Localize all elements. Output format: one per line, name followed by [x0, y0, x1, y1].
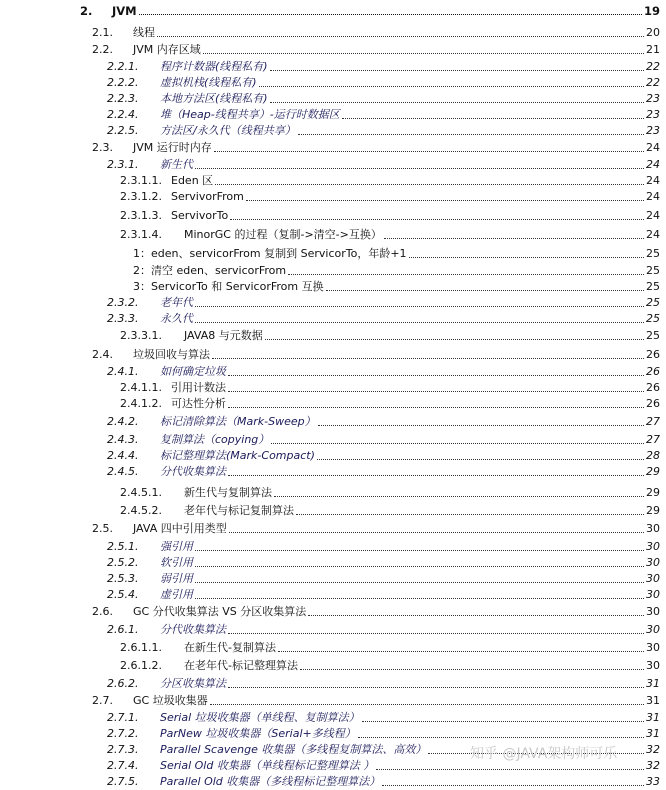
toc-entry[interactable]: [0, 295, 660, 311]
watermark: 知乎 @JAVA架构师可乐: [470, 746, 618, 762]
toc-entry-page-number: 23: [646, 124, 660, 137]
toc-entry-page-number: 33: [646, 775, 660, 788]
toc-entry[interactable]: [0, 42, 660, 58]
toc-entry-number: 2.4.5.2.: [120, 504, 162, 517]
toc-entry[interactable]: [0, 503, 660, 519]
toc-entry-number: 2.1.: [92, 26, 113, 39]
toc-entry[interactable]: [0, 227, 660, 243]
toc-entry-page-number: 26: [646, 365, 660, 378]
toc-entry-number: 2.4.5.1.: [120, 486, 162, 499]
dot-leader: [215, 184, 644, 185]
toc-entry-number: 2.4.2.: [107, 415, 139, 428]
dot-leader: [195, 322, 644, 323]
toc-entry-title: 新生代与复制算法: [184, 486, 272, 499]
toc-entry-title: 虚引用: [160, 588, 193, 601]
toc-entry-page-number: 29: [646, 465, 660, 478]
dot-leader: [318, 425, 644, 426]
toc-entry-number: 2.5.2.: [107, 556, 139, 569]
toc-entry[interactable]: [0, 774, 660, 790]
toc-entry-page-number: 29: [646, 504, 660, 517]
toc-entry-page-number: 24: [646, 141, 660, 154]
toc-entry-title: 新生代: [160, 158, 193, 171]
dot-leader: [265, 339, 644, 340]
dot-leader: [382, 785, 644, 786]
toc-entry[interactable]: [0, 364, 660, 380]
toc-entry-page-number: 25: [646, 329, 660, 342]
dot-leader: [195, 168, 644, 169]
toc-entry[interactable]: [0, 25, 660, 41]
toc-entry-number: 2.2.3.: [107, 92, 139, 105]
dot-leader: [210, 704, 644, 705]
dot-leader: [228, 633, 644, 634]
toc-entry-page-number: 30: [646, 605, 660, 618]
toc-entry-number: 2.6.1.1.: [120, 641, 162, 654]
toc-entry-number: 2.5.: [92, 522, 113, 535]
toc-entry[interactable]: [0, 107, 660, 123]
toc-entry[interactable]: [0, 622, 660, 638]
toc-entry-page-number: 30: [646, 641, 660, 654]
toc-entry-number: 2.3.: [92, 141, 113, 154]
toc-entry-number: 2.2.2.: [107, 76, 139, 89]
toc-entry[interactable]: [0, 448, 660, 464]
toc-entry-number: 2.5.3.: [107, 572, 139, 585]
toc-entry[interactable]: [0, 640, 660, 656]
toc-entry-title: Serial Old 收集器（单线程标记整理算法 ）: [160, 759, 375, 772]
toc-entry-page-number: 22: [646, 60, 660, 73]
toc-entry-page-number: 24: [646, 190, 660, 203]
dot-leader: [308, 615, 644, 616]
toc-entry-page-number: 24: [646, 228, 660, 241]
toc-entry-number: 2.4.: [92, 348, 113, 361]
toc-entry[interactable]: [0, 263, 660, 279]
toc-entry-title: ParNew 垃圾收集器（Serial+多线程）: [160, 727, 356, 740]
toc-entry-page-number: 31: [646, 677, 660, 690]
dot-leader: [203, 53, 644, 54]
toc-entry-number: 2.5.4.: [107, 588, 139, 601]
toc-entry-title: JVM 内存区域: [133, 43, 201, 56]
toc-entry-number: 2.4.3.: [107, 433, 139, 446]
dot-leader: [214, 151, 644, 152]
dot-leader: [195, 582, 644, 583]
toc-entry-title: 3：ServicorTo 和 ServicorFrom 互换: [133, 280, 324, 293]
dot-leader: [270, 70, 644, 71]
toc-entry-page-number: 26: [646, 397, 660, 410]
toc-entry[interactable]: [0, 555, 660, 571]
toc-entry[interactable]: [0, 208, 660, 224]
toc-entry-number: 2.7.2.: [107, 727, 139, 740]
toc-entry[interactable]: [0, 571, 660, 587]
toc-entry-page-number: 29: [646, 486, 660, 499]
toc-entry-page-number: 19: [643, 4, 660, 18]
dot-leader: [362, 721, 644, 722]
toc-entry-title: 在老年代-标记整理算法: [184, 659, 298, 672]
toc-entry-title: 程序计数器(线程私有): [160, 60, 268, 73]
toc-entry-number: 2.4.5.: [107, 465, 139, 478]
toc-entry-number: 2.3.1.: [107, 158, 139, 171]
toc-entry-title: JAVA 四中引用类型: [133, 522, 227, 535]
toc-entry[interactable]: [0, 485, 660, 501]
toc-entry-page-number: 30: [646, 572, 660, 585]
dot-leader: [326, 290, 644, 291]
toc-entry-title: 方法区/永久代（线程共享）: [160, 124, 296, 137]
toc-entry-number: 2.3.3.: [107, 312, 139, 325]
toc-entry-page-number: 30: [646, 522, 660, 535]
dot-leader: [274, 496, 644, 497]
toc-entry-number: 2.7.3.: [107, 743, 139, 756]
toc-entry[interactable]: [0, 380, 660, 396]
toc-entry-page-number: 27: [646, 433, 660, 446]
toc-entry[interactable]: [0, 140, 660, 156]
toc-entry[interactable]: [0, 157, 660, 173]
dot-leader: [228, 687, 644, 688]
toc-entry[interactable]: [0, 726, 660, 742]
toc-entry-title: 可达性分析: [171, 397, 226, 410]
toc-entry[interactable]: [0, 658, 660, 674]
toc-entry-page-number: 20: [646, 26, 660, 39]
toc-entry[interactable]: [0, 123, 660, 139]
toc-entry-page-number: 24: [646, 158, 660, 171]
toc-entry[interactable]: [0, 279, 660, 295]
toc-entry-page-number: 23: [646, 108, 660, 121]
toc-entry-title: 在新生代-复制算法: [184, 641, 276, 654]
dot-leader: [384, 238, 644, 239]
toc-entry-title: Serial 垃圾收集器（单线程、复制算法）: [160, 711, 360, 724]
toc-entry-title: 分代收集算法: [160, 623, 226, 636]
dot-leader: [409, 257, 644, 258]
dot-leader: [300, 669, 644, 670]
toc-entry-page-number: 25: [646, 296, 660, 309]
toc-entry-title: 永久代: [160, 312, 193, 325]
toc-entry-page-number: 28: [646, 449, 660, 462]
toc-entry-number: 2.2.4.: [107, 108, 139, 121]
toc-entry-number: 2.6.2.: [107, 677, 139, 690]
toc-entry-page-number: 25: [646, 264, 660, 277]
toc-entry-title: ServivorFrom: [171, 190, 244, 203]
toc-entry-number: 2.3.1.3.: [120, 209, 162, 222]
toc-entry-title: Eden 区: [171, 174, 214, 187]
toc-entry[interactable]: [0, 328, 660, 344]
toc-entry-title: 分代收集算法: [160, 465, 226, 478]
toc-entry[interactable]: [0, 604, 660, 620]
dot-leader: [246, 200, 644, 201]
toc-entry-title: 1：eden、servicorFrom 复制到 ServicorTo，年龄+1: [133, 247, 407, 260]
dot-leader: [228, 475, 644, 476]
toc-entry-page-number: 32: [646, 759, 660, 772]
dot-leader: [228, 375, 644, 376]
dot-leader: [230, 219, 644, 220]
toc-entry-title: GC 分代收集算法 VS 分区收集算法: [133, 605, 307, 618]
toc-entry[interactable]: [0, 59, 660, 75]
toc-entry[interactable]: [0, 587, 660, 603]
dot-leader: [195, 306, 644, 307]
toc-entry-page-number: 26: [646, 348, 660, 361]
toc-entry[interactable]: [0, 693, 660, 709]
dot-leader: [278, 651, 644, 652]
toc-entry-title: 垃圾回收与算法: [133, 348, 210, 361]
toc-entry-page-number: 25: [646, 247, 660, 260]
toc-entry-title: 如何确定垃圾: [160, 365, 226, 378]
toc-entry-page-number: 26: [646, 381, 660, 394]
toc-entry-page-number: 27: [646, 415, 660, 428]
toc-entry-page-number: 24: [646, 174, 660, 187]
dot-leader: [342, 118, 644, 119]
toc-entry-number: 2.4.1.1.: [120, 381, 162, 394]
toc-entry-number: 2.4.1.2.: [120, 397, 162, 410]
toc-entry-page-number: 25: [646, 312, 660, 325]
toc-entry-number: 2.7.4.: [107, 759, 139, 772]
dot-leader: [229, 532, 644, 533]
toc-entry-number: 2.6.: [92, 605, 113, 618]
toc-entry-number: 2.2.1.: [107, 60, 139, 73]
toc-entry-title: 堆（Heap-线程共享）-运行时数据区: [160, 108, 340, 121]
toc-entry-number: 2.3.1.1.: [120, 174, 162, 187]
toc-entry-page-number: 22: [646, 76, 660, 89]
toc-entry-number: 2.7.: [92, 694, 113, 707]
toc-entry-title: 标记整理算法(Mark-Compact): [160, 449, 315, 462]
dot-leader: [288, 274, 644, 275]
toc-entry-title: 分区收集算法: [160, 677, 226, 690]
toc-entry-number: 2.4.1.: [107, 365, 139, 378]
toc-entry[interactable]: [0, 414, 660, 430]
dot-leader: [212, 358, 644, 359]
dot-leader: [195, 550, 644, 551]
toc-entry[interactable]: [0, 464, 660, 480]
toc-entry-page-number: 25: [646, 280, 660, 293]
toc-entry[interactable]: [0, 246, 660, 262]
toc-entry-page-number: 30: [646, 588, 660, 601]
toc-entry[interactable]: [0, 75, 660, 91]
dot-leader: [298, 134, 644, 135]
toc-entry-title: 老年代与标记复制算法: [184, 504, 294, 517]
toc-entry-page-number: 23: [646, 92, 660, 105]
toc-entry-page-number: 31: [646, 711, 660, 724]
toc-entry-page-number: 31: [646, 694, 660, 707]
toc-entry-title: 本地方法区(线程私有): [160, 92, 268, 105]
toc-entry-number: 2.2.5.: [107, 124, 139, 137]
toc-entry-number: 2.7.5.: [107, 775, 139, 788]
toc-entry-title: GC 垃圾收集器: [133, 694, 208, 707]
dot-leader: [376, 769, 644, 770]
toc-entry-number: 2.3.3.1.: [120, 329, 162, 342]
toc-entry-title: JVM: [112, 4, 137, 18]
toc-entry[interactable]: [0, 676, 660, 692]
toc-entry-title: 线程: [133, 26, 155, 39]
toc-entry-number: 2.3.1.2.: [120, 190, 162, 203]
toc-entry-title: 复制算法（copying）: [160, 433, 270, 446]
dot-leader: [259, 86, 644, 87]
toc-entry-number: 2.: [80, 4, 93, 18]
dot-leader: [270, 102, 644, 103]
toc-entry-number: 2.3.1.4.: [120, 228, 162, 241]
toc-entry-page-number: 24: [646, 209, 660, 222]
toc-entry[interactable]: [0, 91, 660, 107]
toc-entry[interactable]: [0, 710, 660, 726]
toc-entry-number: 2.2.: [92, 43, 113, 56]
toc-entry-title: MinorGC 的过程（复制->清空->互换）: [184, 228, 382, 241]
toc-entry-title: ServivorTo: [171, 209, 229, 222]
toc-entry-title: 虚拟机栈(线程私有): [160, 76, 257, 89]
dot-leader: [271, 443, 644, 444]
toc-entry-title: 标记清除算法（Mark-Sweep）: [160, 415, 316, 428]
toc-entry-page-number: 30: [646, 659, 660, 672]
toc-entry[interactable]: [0, 347, 660, 363]
toc-entry-page-number: 21: [646, 43, 660, 56]
toc-entry-number: 2.3.2.: [107, 296, 139, 309]
toc-entry[interactable]: [0, 3, 660, 19]
toc-entry-number: 2.6.1.2.: [120, 659, 162, 672]
dot-leader: [228, 407, 644, 408]
toc-entry-title: JAVA8 与元数据: [184, 329, 263, 342]
dot-leader: [195, 566, 644, 567]
dot-leader: [296, 514, 644, 515]
toc-entry-title: Parallel Scavenge 收集器（多线程复制算法、高效）: [160, 743, 427, 756]
toc-entry-title: 强引用: [160, 540, 193, 553]
toc-entry-title: 弱引用: [160, 572, 193, 585]
toc-entry-page-number: 30: [646, 623, 660, 636]
dot-leader: [317, 459, 644, 460]
toc-entry[interactable]: [0, 539, 660, 555]
toc-entry-title: 老年代: [160, 296, 193, 309]
toc-entry[interactable]: [0, 521, 660, 537]
toc-entry[interactable]: [0, 173, 660, 189]
toc-entry[interactable]: [0, 189, 660, 205]
toc-entry-page-number: 31: [646, 727, 660, 740]
dot-leader: [195, 598, 644, 599]
toc-entry[interactable]: [0, 396, 660, 412]
toc-entry-number: 2.7.1.: [107, 711, 139, 724]
toc-entry[interactable]: [0, 432, 660, 448]
dot-leader: [228, 391, 644, 392]
dot-leader: [139, 14, 642, 15]
toc-entry-title: Parallel Old 收集器（多线程标记整理算法）: [160, 775, 381, 788]
toc-entry-title: 软引用: [160, 556, 193, 569]
toc-entry[interactable]: [0, 311, 660, 327]
toc-entry-page-number: 32: [646, 743, 660, 756]
dot-leader: [358, 737, 644, 738]
toc-entry-number: 2.4.4.: [107, 449, 139, 462]
toc-entry-title: 引用计数法: [171, 381, 226, 394]
dot-leader: [157, 36, 644, 37]
toc-entry-title: 2：清空 eden、servicorFrom: [133, 264, 287, 277]
toc-entry-number: 2.6.1.: [107, 623, 139, 636]
toc-entry-number: 2.5.1.: [107, 540, 139, 553]
toc-entry-title: JVM 运行时内存: [133, 141, 212, 154]
toc-entry-page-number: 30: [646, 556, 660, 569]
toc-entry-page-number: 30: [646, 540, 660, 553]
